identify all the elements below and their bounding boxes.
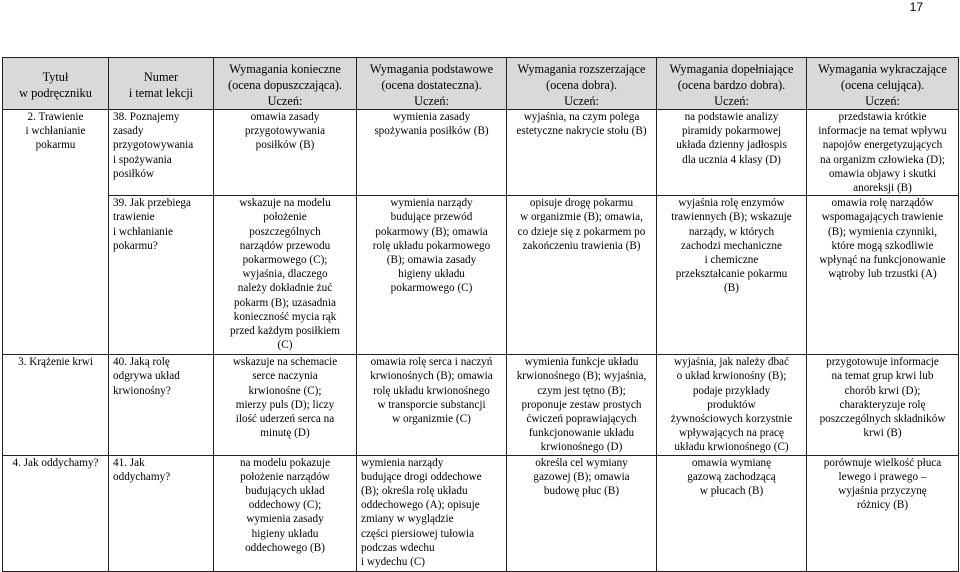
header-extended: Wymagania rozszerzające (ocena dobra). Uczeń:: [507, 58, 657, 110]
requirement-cell: przygotowuje informacje na temat grup krwi lub chorób krwi (D); charakteryzuje rolę poszczególnych składników krwi (B): [807, 355, 959, 455]
header-lesson: Numer i temat lekcji: [109, 58, 214, 110]
table-row: [3, 110, 959, 196]
table-row: [3, 355, 959, 455]
header-basic: Wymagania podstawowe (ocena dostateczna). Uczeń:: [357, 58, 507, 110]
table-row: [3, 455, 959, 571]
page-number: 17: [909, 0, 923, 14]
requirement-cell: wyjaśnia, na czym polega estetyczne nakrycie stołu (B): [507, 110, 657, 196]
requirement-cell: porównuje wielkość płuca lewego i prawego – wyjaśnia przyczynę różnicy (B): [807, 455, 959, 571]
header-title: Tytuł w podręczniku: [3, 58, 109, 110]
requirement-cell: wymienia funkcje układu krwionośnego (B); wyjaśnia, czym jest tętno (B); proponuje zestaw prostych ćwiczeń poprawiających funkcjonowanie układu krwionośnego (D): [507, 355, 657, 455]
requirement-cell: omawia wymianę gazową zachodzącą w płucach (B): [657, 455, 807, 571]
requirement-cell: wyjaśnia, jak należy dbać o układ krwionośny (B); podaje przykłady produktów żywnościowych korzystnie wpływających na pracę układu krwionośnego (C): [657, 355, 807, 455]
header-row: [3, 58, 959, 110]
lesson-cell: 38. Poznajemy zasady przygotowywania i spożywania posiłków: [109, 110, 214, 196]
requirement-cell: na modelu pokazuje położenie narządów budujących układ oddechowy (C); wymienia zasady higieny układu oddechowego (B): [214, 455, 357, 571]
table-row: [3, 196, 959, 355]
header-exceeding: Wymagania wykraczające (ocena celująca). Uczeń:: [807, 58, 959, 110]
requirement-cell: omawia rolę serca i naczyń krwionośnych (B); omawia rolę układu krwionośnego w transporcie substancji w organizmie (C): [357, 355, 507, 455]
requirement-cell: omawia zasady przygotowywania posiłków (B): [214, 110, 357, 196]
requirement-cell: wskazuje na modelu położenie poszczególnych narządów przewodu pokarmowego (C); wyjaśnia, dlaczego należy dokładnie żuć pokarm (B); uzasadnia konieczność mycia rąk przed każdym posiłkiem (C): [214, 196, 357, 355]
header-required: Wymagania konieczne (ocena dopuszczająca). Uczeń:: [214, 58, 357, 110]
topic-cell: 2. Trawienie i wchłanianie pokarmu: [3, 110, 109, 355]
topic-cell: 4. Jak oddychamy?: [3, 455, 109, 571]
requirement-cell: na podstawie analizy piramidy pokarmowej układa dzienny jadłospis dla ucznia 4 klasy (D): [657, 110, 807, 196]
requirement-cell: opisuje drogę pokarmu w organizmie (B); omawia, co dzieje się z pokarmem po zakończeniu trawienia (B): [507, 196, 657, 355]
curriculum-requirements-table: [2, 57, 959, 572]
requirement-cell: wymienia narządy budujące drogi oddechowe (B); określa rolę układu oddechowego (A); opisuje zmiany w wyglądzie części piersiowej tułowia podczas wdechu i wydechu (C): [357, 455, 507, 571]
requirement-cell: określa cel wymiany gazowej (B); omawia budowę płuc (B): [507, 455, 657, 571]
requirement-cell: omawia rolę narządów wspomagających trawienie (B); wymienia czynniki, które mogą szkodliwie wpłynąć na funkcjonowanie wątroby lub trzustki (A): [807, 196, 959, 355]
requirement-cell: wymienia zasady spożywania posiłków (B): [357, 110, 507, 196]
header-complementary: Wymagania dopełniające (ocena bardzo dobra). Uczeń:: [657, 58, 807, 110]
lesson-cell: 40. Jaką rolę odgrywa układ krwionośny?: [109, 355, 214, 455]
topic-cell: 3. Krążenie krwi: [3, 355, 109, 455]
requirement-cell: wskazuje na schemacie serce naczynia krwionośne (C); mierzy puls (D); liczy ilość uderzeń serca na minutę (D): [214, 355, 357, 455]
lesson-cell: 41. Jak oddychamy?: [109, 455, 214, 571]
lesson-cell: 39. Jak przebiega trawienie i wchłanianie pokarmu?: [109, 196, 214, 355]
requirement-cell: przedstawia krótkie informacje na temat wpływu napojów energetyzujących na organizm człowieka (D); omawia objawy i skutki anoreksji (B): [807, 110, 959, 196]
requirement-cell: wymienia narządy budujące przewód pokarmowy (B); omawia rolę układu pokarmowego (B); omawia zasady higieny układu pokarmowego (C): [357, 196, 507, 355]
requirement-cell: wyjaśnia rolę enzymów trawiennych (B); wskazuje narządy, w których zachodzi mechaniczne i chemiczne przekształcanie pokarmu (B): [657, 196, 807, 355]
